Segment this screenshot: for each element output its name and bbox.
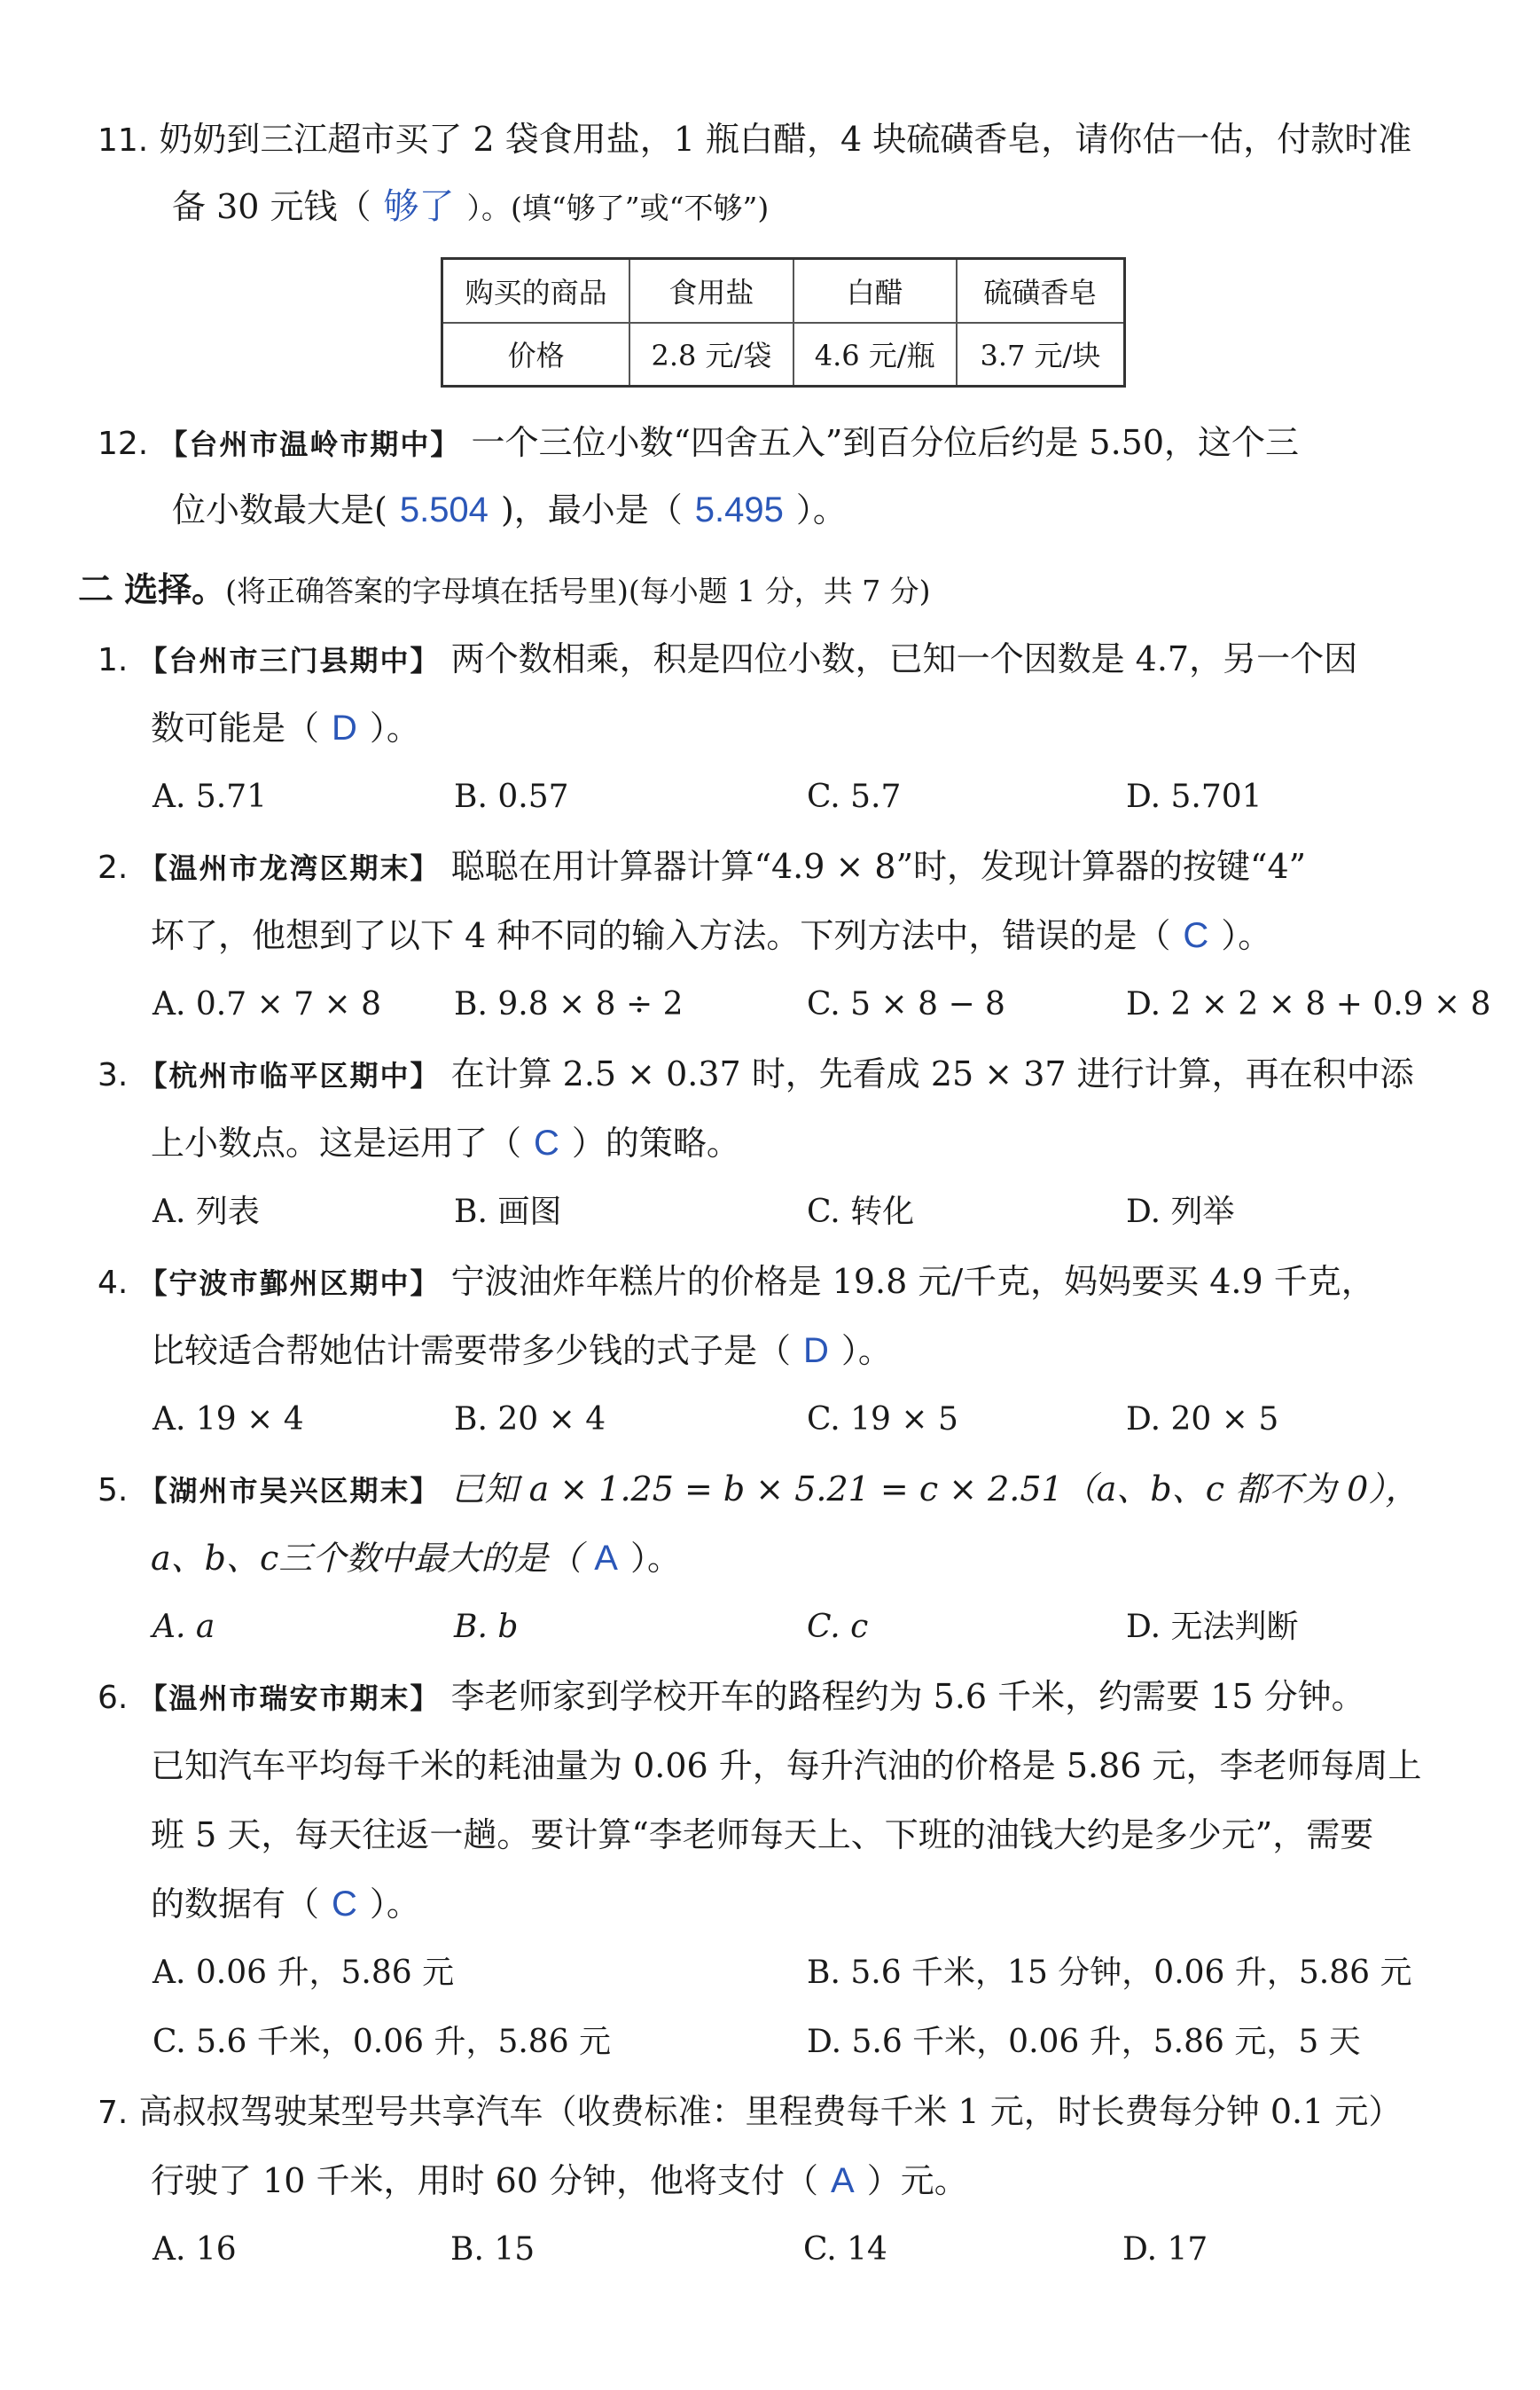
question-2-line2 bbox=[151, 913, 1271, 958]
section-number: 二 bbox=[78, 569, 113, 610]
question-6-line3: 班 5 天，每天往返一趟。要计算“李老师每天上、下班的油钱大约是多少元”，需要 bbox=[151, 1815, 1374, 1854]
question-source: 【宁波市鄞州区期中】 bbox=[138, 1266, 441, 1300]
table-header-cell: 白醋 bbox=[793, 259, 957, 323]
option-c: C. 转化 bbox=[807, 1194, 915, 1230]
question-text: 已知 a × 1.25 = b × 5.21 = c × 2.51（a、b、c 都不为 0）， bbox=[450, 1469, 1419, 1508]
option-b: B. b bbox=[454, 1609, 519, 1645]
option-c: C. 14 bbox=[803, 2231, 887, 2268]
question-source: 【湖州市吴兴区期末】 bbox=[138, 1474, 441, 1508]
question-4-line1 bbox=[98, 1259, 1375, 1305]
question-source: 【温州市龙湾区期末】 bbox=[138, 851, 441, 885]
question-number: 2. bbox=[98, 850, 129, 886]
q11-line2 bbox=[172, 184, 769, 231]
option-b: B. 0.57 bbox=[454, 779, 569, 815]
question-text: ）。 bbox=[840, 1331, 892, 1370]
question-text: 上小数点。这是运用了（ bbox=[151, 1124, 522, 1163]
q11-number: 11. bbox=[98, 122, 149, 159]
option-b: B. 15 bbox=[450, 2231, 535, 2268]
option-c: C. 5.7 bbox=[807, 779, 902, 815]
table-cell: 4.6 元/瓶 bbox=[793, 323, 957, 387]
table-cell: 2.8 元/袋 bbox=[629, 323, 793, 387]
question-text: ）元。 bbox=[866, 2161, 968, 2200]
option-b: B. 9.8 × 8 ÷ 2 bbox=[454, 986, 684, 1023]
question-6-line4 bbox=[151, 1882, 420, 1926]
question-number: 6. bbox=[98, 1680, 129, 1716]
option-a: A. 列表 bbox=[152, 1194, 260, 1230]
question-4-answer: D bbox=[803, 1331, 829, 1370]
question-source: 【杭州市临平区期中】 bbox=[138, 1059, 441, 1093]
q12-text1: 一个三位小数“四舍五入”到百分位后约是 5.50，这个三 bbox=[471, 423, 1300, 462]
table-row bbox=[442, 259, 1125, 323]
table-header-cell: 食用盐 bbox=[629, 259, 793, 323]
option-d: D. 5.6 千米，0.06 升，5.86 元，5 天 bbox=[807, 2024, 1361, 2060]
question-5-line1 bbox=[98, 1467, 1419, 1513]
option-a: A. 0.7 × 7 × 8 bbox=[152, 986, 382, 1023]
question-number: 1. bbox=[98, 642, 129, 678]
question-text: 行驶了 10 千米，用时 60 分钟，他将支付（ bbox=[151, 2161, 819, 2200]
question-1-line2 bbox=[151, 706, 420, 750]
question-4-line2 bbox=[151, 1328, 892, 1373]
option-d: D. 列举 bbox=[1126, 1194, 1235, 1230]
q12-number: 12. bbox=[98, 426, 149, 462]
question-5-answer: A bbox=[594, 1539, 618, 1578]
question-1-line1 bbox=[98, 637, 1357, 683]
table-header-cell: 硫磺香皂 bbox=[957, 259, 1125, 323]
q11-text2a: 备 30 元钱（ bbox=[172, 187, 371, 226]
question-3-line2 bbox=[151, 1121, 740, 1165]
question-6-line1 bbox=[98, 1674, 1365, 1720]
q12-answer-min: 5.495 bbox=[694, 490, 784, 529]
q11-answer: 够了 bbox=[383, 187, 455, 226]
question-6-line2: 已知汽车平均每千米的耗油量为 0.06 升，每升汽油的价格是 5.86 元，李老师每周上 bbox=[151, 1746, 1422, 1785]
question-3-line1 bbox=[98, 1052, 1414, 1098]
section-header bbox=[78, 568, 931, 614]
question-6-answer: C bbox=[332, 1885, 357, 1924]
q12-answer-max: 5.504 bbox=[399, 490, 489, 529]
option-d: D. 2 × 2 × 8 + 0.9 × 8 bbox=[1126, 986, 1491, 1023]
question-number: 5. bbox=[98, 1472, 129, 1508]
question-text: 坏了，他想到了以下 4 种不同的输入方法。下列方法中，错误的是（ bbox=[151, 916, 1171, 955]
section-title: 选择。 bbox=[124, 570, 226, 609]
question-text: 聪聪在用计算器计算“4.9 × 8”时，发现计算器的按键“4” bbox=[450, 847, 1307, 886]
option-c: C. 5 × 8 − 8 bbox=[807, 986, 1005, 1023]
question-text: 宁波油炸年糕片的价格是 19.8 元/千克，妈妈要买 4.9 千克， bbox=[450, 1262, 1375, 1301]
option-a: A. 19 × 4 bbox=[152, 1401, 304, 1438]
question-text: ）。 bbox=[629, 1539, 681, 1578]
table-header-cell: 购买的商品 bbox=[442, 259, 630, 323]
question-source: 【温州市瑞安市期末】 bbox=[138, 1681, 441, 1715]
option-d: D. 无法判断 bbox=[1126, 1609, 1299, 1645]
question-number: 4. bbox=[98, 1265, 129, 1301]
question-text: 在计算 2.5 × 0.37 时，先看成 25 × 37 进行计算，再在积中添 bbox=[450, 1054, 1414, 1093]
question-2-answer: C bbox=[1183, 916, 1209, 955]
question-text: 高叔叔驾驶某型号共享汽车（收费标准：里程费每千米 1 元，时长费每分钟 0.1 元） bbox=[138, 2092, 1403, 2131]
table-cell: 3.7 元/块 bbox=[957, 323, 1125, 387]
option-c: C. 5.6 千米，0.06 升，5.86 元 bbox=[152, 2024, 612, 2060]
question-7-answer: A bbox=[831, 2161, 855, 2200]
question-text: ）。 bbox=[1221, 916, 1272, 955]
q12-line2 bbox=[172, 488, 847, 532]
question-2-line1 bbox=[98, 844, 1306, 890]
question-number: 7. bbox=[98, 2095, 129, 2131]
option-a: A. a bbox=[152, 1609, 215, 1645]
question-text: 两个数相乘，积是四位小数，已知一个因数是 4.7，另一个因 bbox=[450, 639, 1358, 678]
q12-text2c: ）。 bbox=[795, 490, 847, 529]
q11-text1: 奶奶到三江超市买了 2 袋食用盐，1 瓶白醋，4 块硫磺香皂，请你估一估，付款时准 bbox=[159, 120, 1412, 159]
q12-text2b: )，最小是（ bbox=[500, 490, 683, 529]
question-text: ）。 bbox=[369, 1885, 420, 1924]
option-d: D. 17 bbox=[1122, 2231, 1208, 2268]
question-text: 比较适合帮她估计需要带多少钱的式子是（ bbox=[151, 1331, 792, 1370]
q12-text2a: 位小数最大是( bbox=[172, 490, 387, 529]
option-b: B. 画图 bbox=[454, 1194, 562, 1230]
question-3-answer: C bbox=[534, 1124, 559, 1163]
q11-line1 bbox=[98, 117, 1411, 163]
question-1-answer: D bbox=[332, 709, 357, 748]
section-note: (将正确答案的字母填在括号里)(每小题 1 分，共 7 分) bbox=[225, 574, 931, 608]
q12-line1 bbox=[98, 420, 1299, 466]
option-a: A. 16 bbox=[152, 2231, 237, 2268]
q12-source: 【台州市温岭市期中】 bbox=[159, 427, 461, 461]
table-row bbox=[442, 323, 1125, 387]
option-b: B. 5.6 千米，15 分钟，0.06 升，5.86 元 bbox=[807, 1955, 1412, 1991]
question-source: 【台州市三门县期中】 bbox=[138, 644, 441, 678]
question-7-line2 bbox=[151, 2159, 968, 2203]
price-table bbox=[441, 257, 1126, 388]
question-text: a、b、c三个数中最大的是（ bbox=[151, 1539, 582, 1578]
question-text: 李老师家到学校开车的路程约为 5.6 千米，约需要 15 分钟。 bbox=[450, 1677, 1365, 1716]
option-d: D. 5.701 bbox=[1126, 779, 1262, 815]
question-text: 的数据有（ bbox=[151, 1885, 320, 1924]
option-a: A. 0.06 升，5.86 元 bbox=[152, 1955, 455, 1991]
option-a: A. 5.71 bbox=[152, 779, 268, 815]
question-7-line1 bbox=[98, 2089, 1402, 2135]
option-c: C. c bbox=[807, 1609, 869, 1645]
option-d: D. 20 × 5 bbox=[1126, 1401, 1279, 1438]
table-cell: 价格 bbox=[442, 323, 630, 387]
option-b: B. 20 × 4 bbox=[454, 1401, 606, 1438]
question-text: ）的策略。 bbox=[571, 1124, 740, 1163]
question-text: ）。 bbox=[369, 709, 420, 748]
question-5-line2 bbox=[151, 1536, 681, 1580]
q11-text2b: ）。(填“够了”或“不够”) bbox=[466, 191, 770, 225]
question-number: 3. bbox=[98, 1057, 129, 1093]
question-text: 数可能是（ bbox=[151, 709, 320, 748]
option-c: C. 19 × 5 bbox=[807, 1401, 958, 1438]
